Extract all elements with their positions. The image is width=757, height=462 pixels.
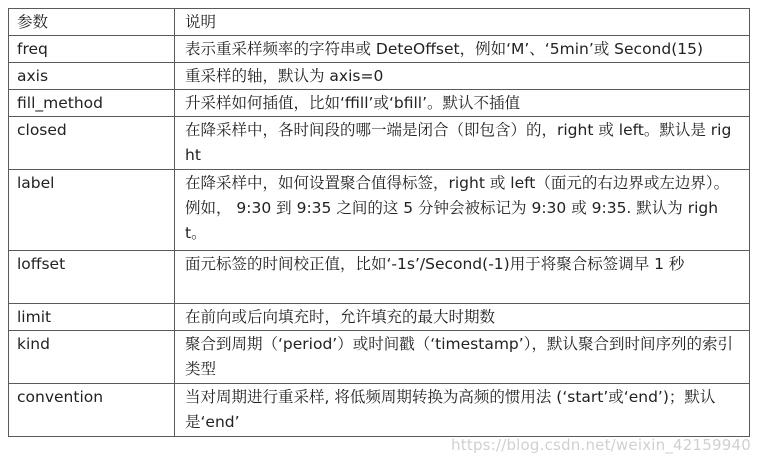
param-description: 面元标签的时间校正值，比如‘-1s’/Second(-1)用于将聚合标签调早 1 秒 (175, 251, 750, 304)
table-row (9, 304, 750, 331)
param-name: label (9, 170, 175, 251)
table-row (9, 90, 750, 117)
param-description: 在降采样中，各时间段的哪一端是闭合（即包含）的，right 或 left。默认是 right (175, 117, 750, 170)
table-row (9, 117, 750, 170)
table-row (9, 331, 750, 384)
header-description: 说明 (175, 9, 750, 36)
param-name: axis (9, 63, 175, 90)
table-row (9, 36, 750, 63)
param-name: limit (9, 304, 175, 331)
param-name: closed (9, 117, 175, 170)
param-description: 表示重采样频率的字符串或 DeteOffset，例如‘M’、‘5min’或 Second(15) (175, 36, 750, 63)
watermark-url: https://blog.csdn.net/weixin_42159940 (451, 436, 751, 454)
param-name: freq (9, 36, 175, 63)
table-row (9, 63, 750, 90)
resample-parameter-table (8, 8, 750, 437)
header-parameter: 参数 (9, 9, 175, 36)
parameter-table-container (8, 8, 749, 437)
param-name: fill_method (9, 90, 175, 117)
table-header-row (9, 9, 750, 36)
table-row (9, 251, 750, 304)
table-row (9, 384, 750, 437)
param-description: 当对周期进行重采样, 将低频周期转换为高频的惯用法 (‘start’或‘end’)；默认是‘end’ (175, 384, 750, 437)
param-description: 在前向或后向填充时，允许填充的最大时期数 (175, 304, 750, 331)
table-row (9, 170, 750, 251)
param-description: 升采样如何插值，比如‘ffill’或‘bfill’。默认不插值 (175, 90, 750, 117)
param-description: 在降采样中，如何设置聚合值得标签，right 或 left（面元的右边界或左边界）。例如， 9:30 到 9:35 之间的这 5 分钟会被标记为 9:30 或 9:35. 默认为 right。 (175, 170, 750, 251)
param-name: convention (9, 384, 175, 437)
param-name: loffset (9, 251, 175, 304)
param-description: 重采样的轴，默认为 axis=0 (175, 63, 750, 90)
param-description: 聚合到周期（‘period’）或时间戳（‘timestamp’），默认聚合到时间序列的索引类型 (175, 331, 750, 384)
param-name: kind (9, 331, 175, 384)
